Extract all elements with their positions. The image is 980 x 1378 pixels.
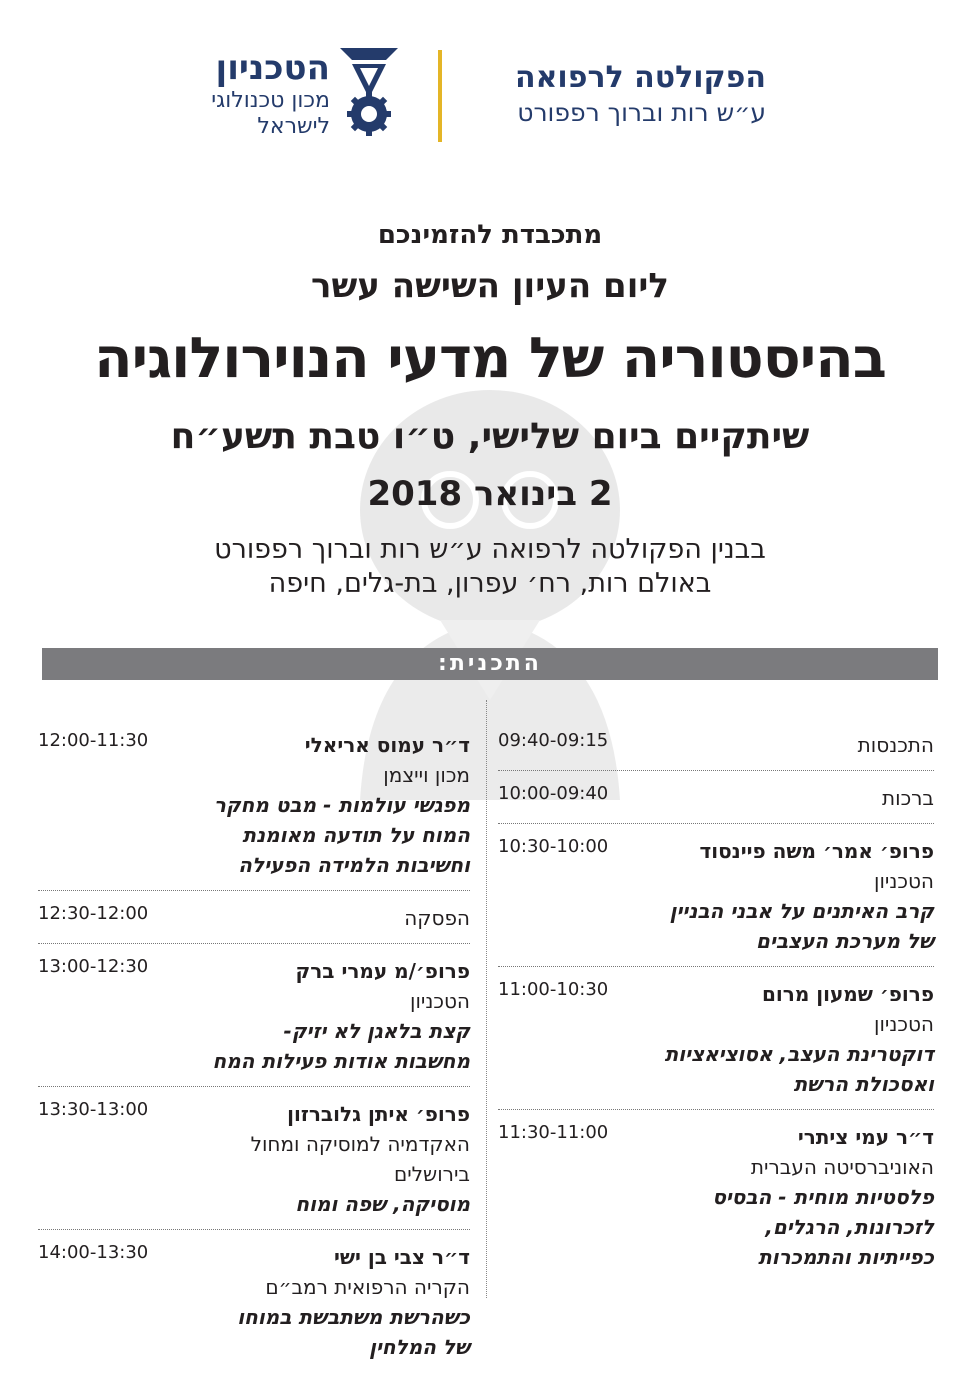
speaker-name: פרופ׳ איתן גלוברזון bbox=[287, 1102, 470, 1126]
session-time: 11:30-11:00 bbox=[498, 1122, 609, 1143]
program-item bbox=[498, 973, 934, 1110]
session-details bbox=[174, 956, 470, 1076]
speaker-institution: האקדמיה למוסיקה ומחול בירושלים bbox=[250, 1132, 470, 1186]
session-label: ברכות bbox=[881, 786, 934, 810]
faculty-line2: ע״ש רות וברוך רפפורט bbox=[517, 98, 766, 127]
speaker-name: פרופ׳ שמעון מרום bbox=[761, 982, 934, 1006]
faculty-line1: הפקולטה לרפואה bbox=[514, 60, 766, 95]
speaker-name: ד״ר צבי בן ישי bbox=[333, 1245, 470, 1269]
session-details bbox=[174, 1099, 470, 1219]
program-item bbox=[498, 777, 934, 824]
session-details bbox=[634, 979, 934, 1099]
speaker-name: ד״ר עמוס אריאלי bbox=[304, 733, 470, 757]
event-subtitle: ליום העיון השישה עשר bbox=[311, 266, 669, 306]
header bbox=[0, 40, 980, 150]
event-location-building: בבנין הפקולטה לרפואה ע״ש רות וברוך רפפורט bbox=[214, 534, 766, 565]
talk-title: פלסטיות מוחית - הבסיס לזכרונות, הרגלים, כפייתיות והתמכרות bbox=[712, 1185, 934, 1269]
speaker-name: ד״ר עמי ציתרי bbox=[797, 1125, 934, 1149]
column-divider bbox=[486, 700, 487, 1298]
program-item bbox=[38, 1236, 470, 1372]
session-time: 13:30-13:00 bbox=[38, 1099, 149, 1120]
session-time: 14:00-13:30 bbox=[38, 1242, 149, 1263]
session-details bbox=[174, 903, 470, 933]
speaker-institution: הטכניון bbox=[410, 989, 470, 1013]
event-date: 2 בינואר 2018 bbox=[367, 474, 613, 514]
session-time: 11:00-10:30 bbox=[498, 979, 609, 1000]
technion-name bbox=[200, 48, 330, 140]
event-hebrew-date: שיתקיים ביום שלישי, ט״ו טבת תשע״ח bbox=[170, 416, 810, 457]
session-time: 12:00-11:30 bbox=[38, 730, 149, 751]
technion-sub2: לישראל bbox=[257, 114, 330, 139]
talk-title: קצת בלאגן לא יזיק- מחשבות אודות פעילות המח bbox=[212, 1019, 470, 1073]
program-item bbox=[38, 950, 470, 1087]
session-details bbox=[634, 836, 934, 956]
speaker-institution: מכון וייצמן bbox=[383, 763, 470, 787]
speaker-name: פרופ׳/מ עמרי ברק bbox=[295, 959, 470, 983]
speaker-institution: הטכניון bbox=[874, 869, 934, 893]
header-divider bbox=[438, 50, 442, 142]
session-details bbox=[634, 1122, 934, 1272]
session-time: 10:30-10:00 bbox=[498, 836, 609, 857]
session-time: 12:30-12:00 bbox=[38, 903, 149, 924]
talk-title: מוסיקה, שפה ומוח bbox=[295, 1192, 470, 1216]
session-time: 13:00-12:30 bbox=[38, 956, 149, 977]
session-details bbox=[174, 730, 470, 880]
talk-title: דוקטרינת העצב, אסוציאציות ואסכולת הרשת bbox=[664, 1042, 934, 1096]
program-item bbox=[38, 724, 470, 891]
speaker-institution: הקריה הרפואית רמב״ם bbox=[265, 1275, 470, 1299]
event-location-hall: באולם רות, רח׳ עפרון, בת-גלים, חיפה bbox=[268, 568, 712, 599]
speaker-name: פרופ׳ אמר׳ משה פיינסוד bbox=[699, 839, 934, 863]
session-time: 09:40-09:15 bbox=[498, 730, 609, 751]
technion-emblem-icon bbox=[338, 46, 400, 136]
program-column-left bbox=[38, 724, 470, 1378]
program-item bbox=[498, 1116, 934, 1282]
session-time: 10:00-09:40 bbox=[498, 783, 609, 804]
technion-sub1: מכון טכנולוגי bbox=[211, 88, 330, 113]
program-item bbox=[38, 1093, 470, 1230]
talk-title: כשהרשת משתבשת במוחו של המלחין bbox=[237, 1305, 470, 1359]
talk-title: קרב האיתנים על אבני הבניין של מערכת העצבים bbox=[669, 899, 934, 953]
technion-title: הטכניון bbox=[215, 48, 330, 88]
invite-line: מתכבדת להזמינכם bbox=[377, 220, 603, 250]
event-title: בהיסטוריה של מדעי הנוירולוגיה bbox=[94, 326, 886, 391]
faculty-name bbox=[436, 60, 766, 130]
session-label: התכנסות bbox=[857, 733, 934, 757]
program-heading: התכנית: bbox=[42, 648, 938, 680]
speaker-institution: האוניברסיטה העברית bbox=[750, 1155, 934, 1179]
session-details bbox=[634, 730, 934, 760]
program-item bbox=[498, 830, 934, 967]
session-label: הפסקה bbox=[404, 906, 470, 930]
program-column-right bbox=[498, 724, 934, 1288]
program-item bbox=[38, 897, 470, 944]
speaker-institution: הטכניון bbox=[874, 1012, 934, 1036]
session-details bbox=[634, 783, 934, 813]
program-item bbox=[498, 724, 934, 771]
session-details bbox=[174, 1242, 470, 1362]
talk-title: מפגשי עולמות - מבט מחקר המוח על תודעה מאומנת וחשיבות הלמידה הפעילה bbox=[213, 793, 470, 877]
